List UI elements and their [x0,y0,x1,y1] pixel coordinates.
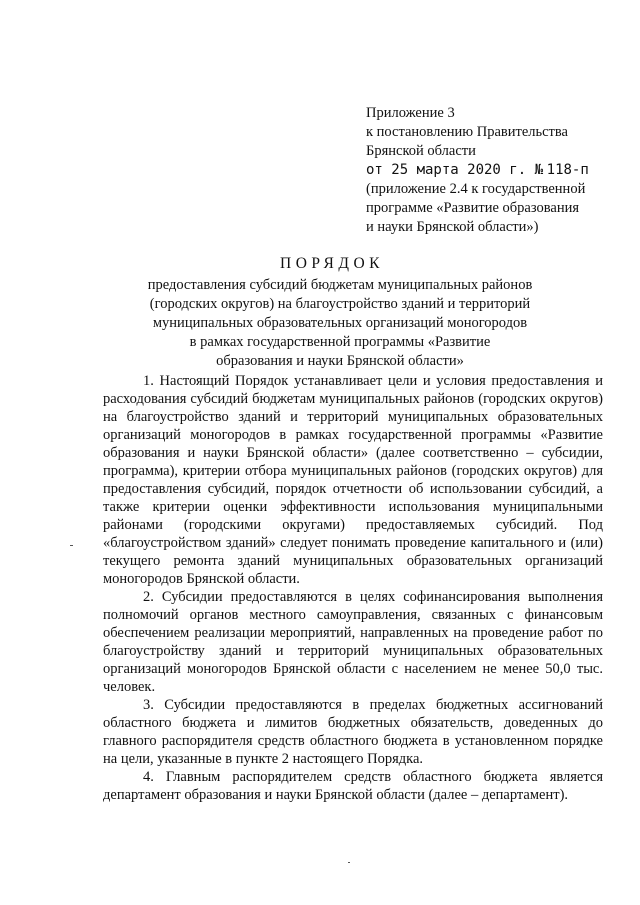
appendix-reference: к постановлению Правительства [366,124,568,140]
appendix-region: Брянской области [366,143,476,159]
scan-speck [348,862,350,863]
subtitle-line-2: (городских округов) на благоустройство зданий и территорий [149,296,531,312]
subtitle-line-1: предоставления субсидий бюджетам муниципальных районов [147,277,533,293]
appendix-header [366,104,626,237]
subtitle-line-4: в рамках государственной программы «Развитие [189,334,491,350]
appendix-program-ref-1: (приложение 2.4 к государственной [366,181,586,197]
paragraph-2: 2. Субсидии предоставляются в целях софинансирования выполнения полномочий органов местного самоуправления, связанных с финансовым обеспечением реализации мероприятий, направленных на проведение работ по благоустройству зданий и территорий муниципальных образовательных организаций моногородов Брянской области с населением не менее 50,0 тыс. человек. [103,589,603,695]
document-body [103,372,603,804]
paragraph-4: 4. Главным распорядителем средств областного бюджета является департамент образования и науки Брянской области (далее – департамент). [103,769,603,803]
appendix-date: от 25 марта 2020 г. № [366,162,544,178]
appendix-program-ref-2: программе «Развитие образования [366,200,580,216]
paragraph-1: 1. Настоящий Порядок устанавливает цели и условия предоставления и расходования субсидий бюджетам муниципальных районов (городских округов) на благоустройство зданий и территорий муниципальных образовательных организаций моногородов в рамках государственной программы «Развитие образования и науки Брянской области» (далее соответственно – субсидии, программа), критерии отбора муниципальных районов (городских округов) для предоставления субсидий, порядок отчетности об использовании субсидий, а также критерии оценки эффективности использования муниципальными районами (городскими округами) предоставляемых субсидий. Под «благоустройством зданий» следует понимать проведение капитального и (или) текущего ремонта зданий муниципальных образовательных организаций моногородов Брянской области. [103,373,603,587]
subtitle-line-3: муниципальных образовательных организаций моногородов [152,315,528,331]
appendix-date-line [366,161,626,180]
document-subtitle [140,276,540,371]
document-title: ПОРЯДОК [280,255,384,272]
scan-speck [70,545,73,546]
appendix-program-ref-3: и науки Брянской области») [366,219,539,235]
subtitle-line-5: образования и науки Брянской области» [216,353,464,369]
appendix-number: Приложение 3 [366,105,455,121]
paragraph-3: 3. Субсидии предоставляются в пределах бюджетных ассигнований областного бюджета и лимитов бюджетных обязательств, доведенных до главного распорядителя средств областного бюджета в установленном порядке на цели, указанные в пункте 2 настоящего Порядка. [103,697,603,767]
appendix-resolution-number: 118-п [546,162,589,178]
